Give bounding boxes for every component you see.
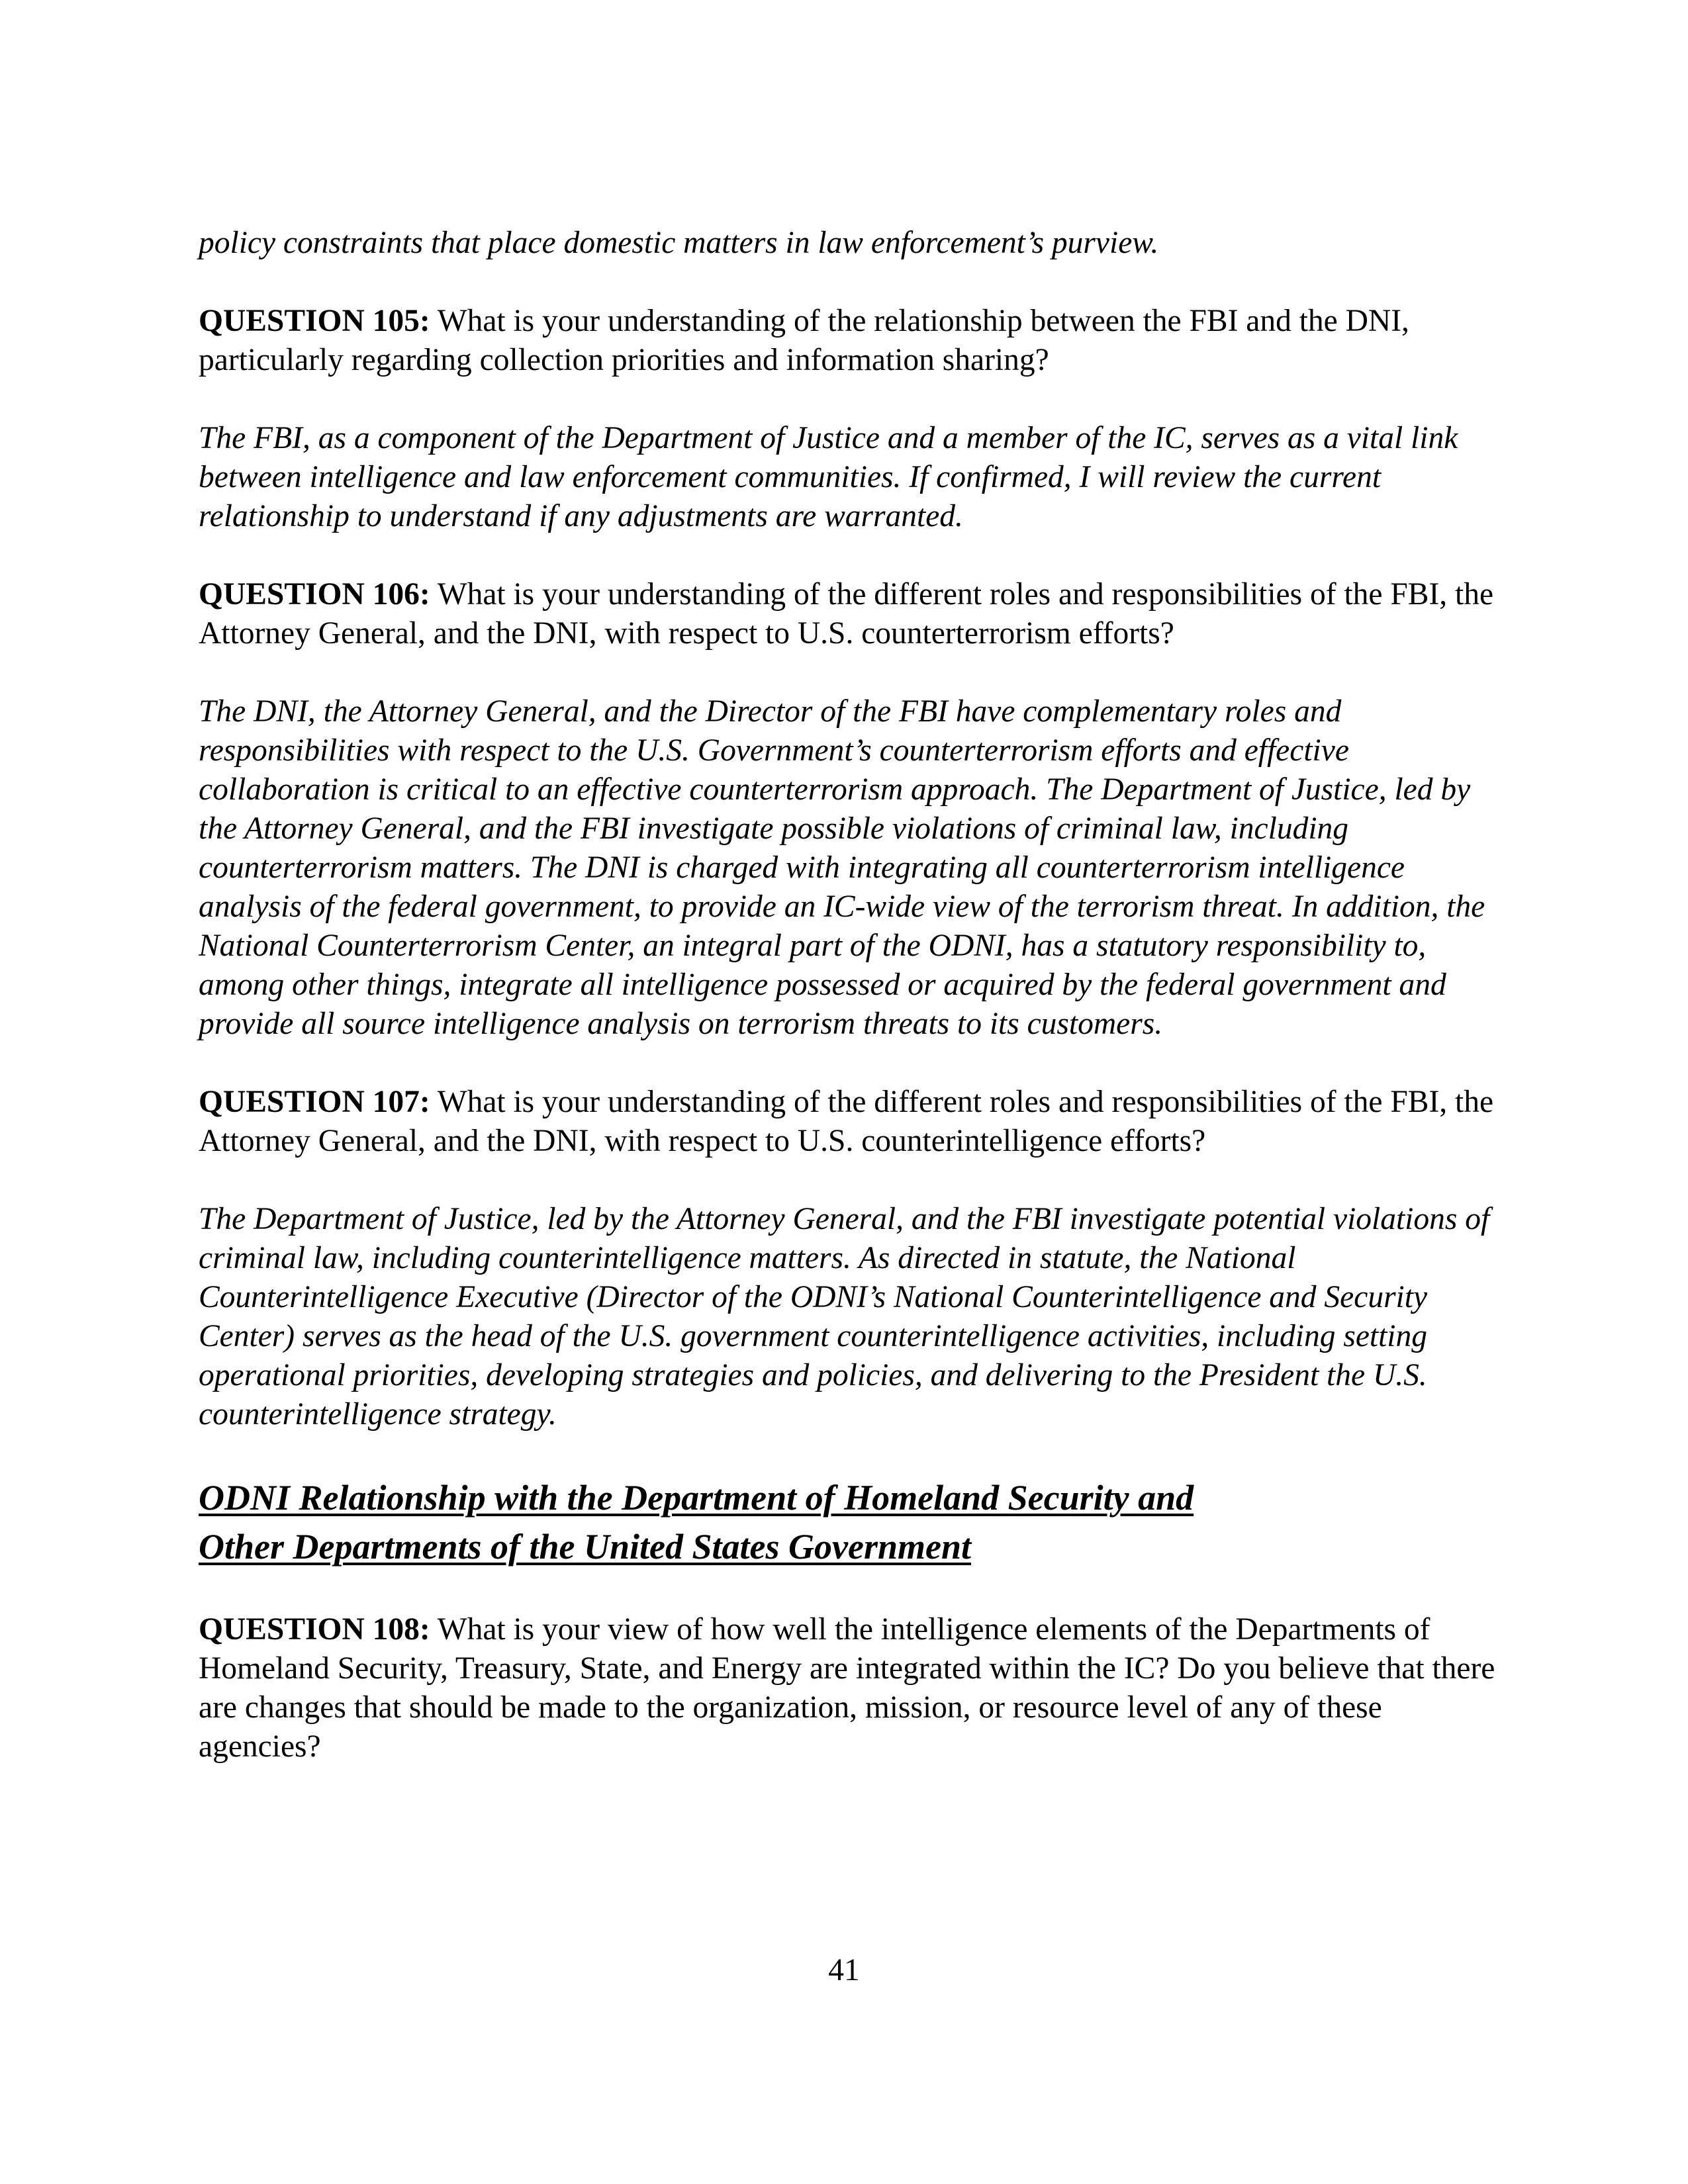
answer-107: The Department of Justice, led by the Attorney General, and the FBI investigate potential violations of criminal law, including counterintelligence matters. As directed in statute, the National Counterintelligence Executive (Director of the ODNI’s National Counterintelligence and Security Center) serves as the head of the U.S. government counterintelligence activities, including setting operational priorities, developing strategies and policies, and delivering to the President the U.S. counterintelligence strategy. — [199, 1202, 1490, 1432]
question-108 — [199, 1610, 1496, 1766]
section-heading-line2: Other Departments of the United States Government — [199, 1527, 972, 1567]
question-text: What is your understanding of the different roles and responsibilities of the FBI, the Attorney General, and the DNI, with respect to U.S. counterintelligence efforts? — [199, 1085, 1494, 1158]
question-text: What is your understanding of the relationship between the FBI and the DNI, particularly regarding collection priorities and information sharing? — [199, 304, 1409, 377]
question-label: QUESTION 106: — [199, 577, 430, 612]
section-heading-line1: ODNI Relationship with the Department of Homeland Security and — [199, 1478, 1194, 1518]
document-page — [199, 224, 1496, 1805]
question-label: QUESTION 105: — [199, 304, 430, 338]
question-text: What is your understanding of the different roles and responsibilities of the FBI, the Attorney General, and the DNI, with respect to U.S. counterterrorism efforts? — [199, 577, 1494, 651]
question-text: What is your view of how well the intelligence elements of the Departments of Homeland Security, Treasury, State, and Energy are integrated within the IC? Do you believe that there are changes that should be made to the organization, mission, or resource level of any of these agencies? — [199, 1612, 1495, 1764]
answer-106: The DNI, the Attorney General, and the Director of the FBI have complementary roles and responsibilities with respect to the U.S. Government’s counterterrorism efforts and effective collaboration is critical to an effective counterterrorism approach. The Department of Justice, led by the Attorney General, and the FBI investigate possible violations of criminal law, including counterterrorism matters. The DNI is charged with integrating all counterterrorism intelligence analysis of the federal government, to provide an IC-wide view of the terrorism threat. In addition, the National Counterterrorism Center, an integral part of the ODNI, has a statutory responsibility to, among other things, integrate all intelligence possessed or acquired by the federal government and provide all source intelligence analysis on terrorism threats to its customers. — [199, 694, 1485, 1041]
section-heading — [199, 1473, 1496, 1571]
page-number: 41 — [828, 1953, 860, 1987]
continuation-text: policy constraints that place domestic matters in law enforcement’s purview. — [199, 226, 1159, 260]
question-106 — [199, 575, 1496, 653]
question-label: QUESTION 108: — [199, 1612, 430, 1647]
question-107 — [199, 1083, 1496, 1161]
question-105 — [199, 302, 1496, 380]
answer-105: The FBI, as a component of the Department of Justice and a member of the IC, serves as a vital link between intelligence and law enforcement communities. If confirmed, I will review the current relationship to understand if any adjustments are warranted. — [199, 421, 1458, 533]
question-label: QUESTION 107: — [199, 1085, 430, 1119]
